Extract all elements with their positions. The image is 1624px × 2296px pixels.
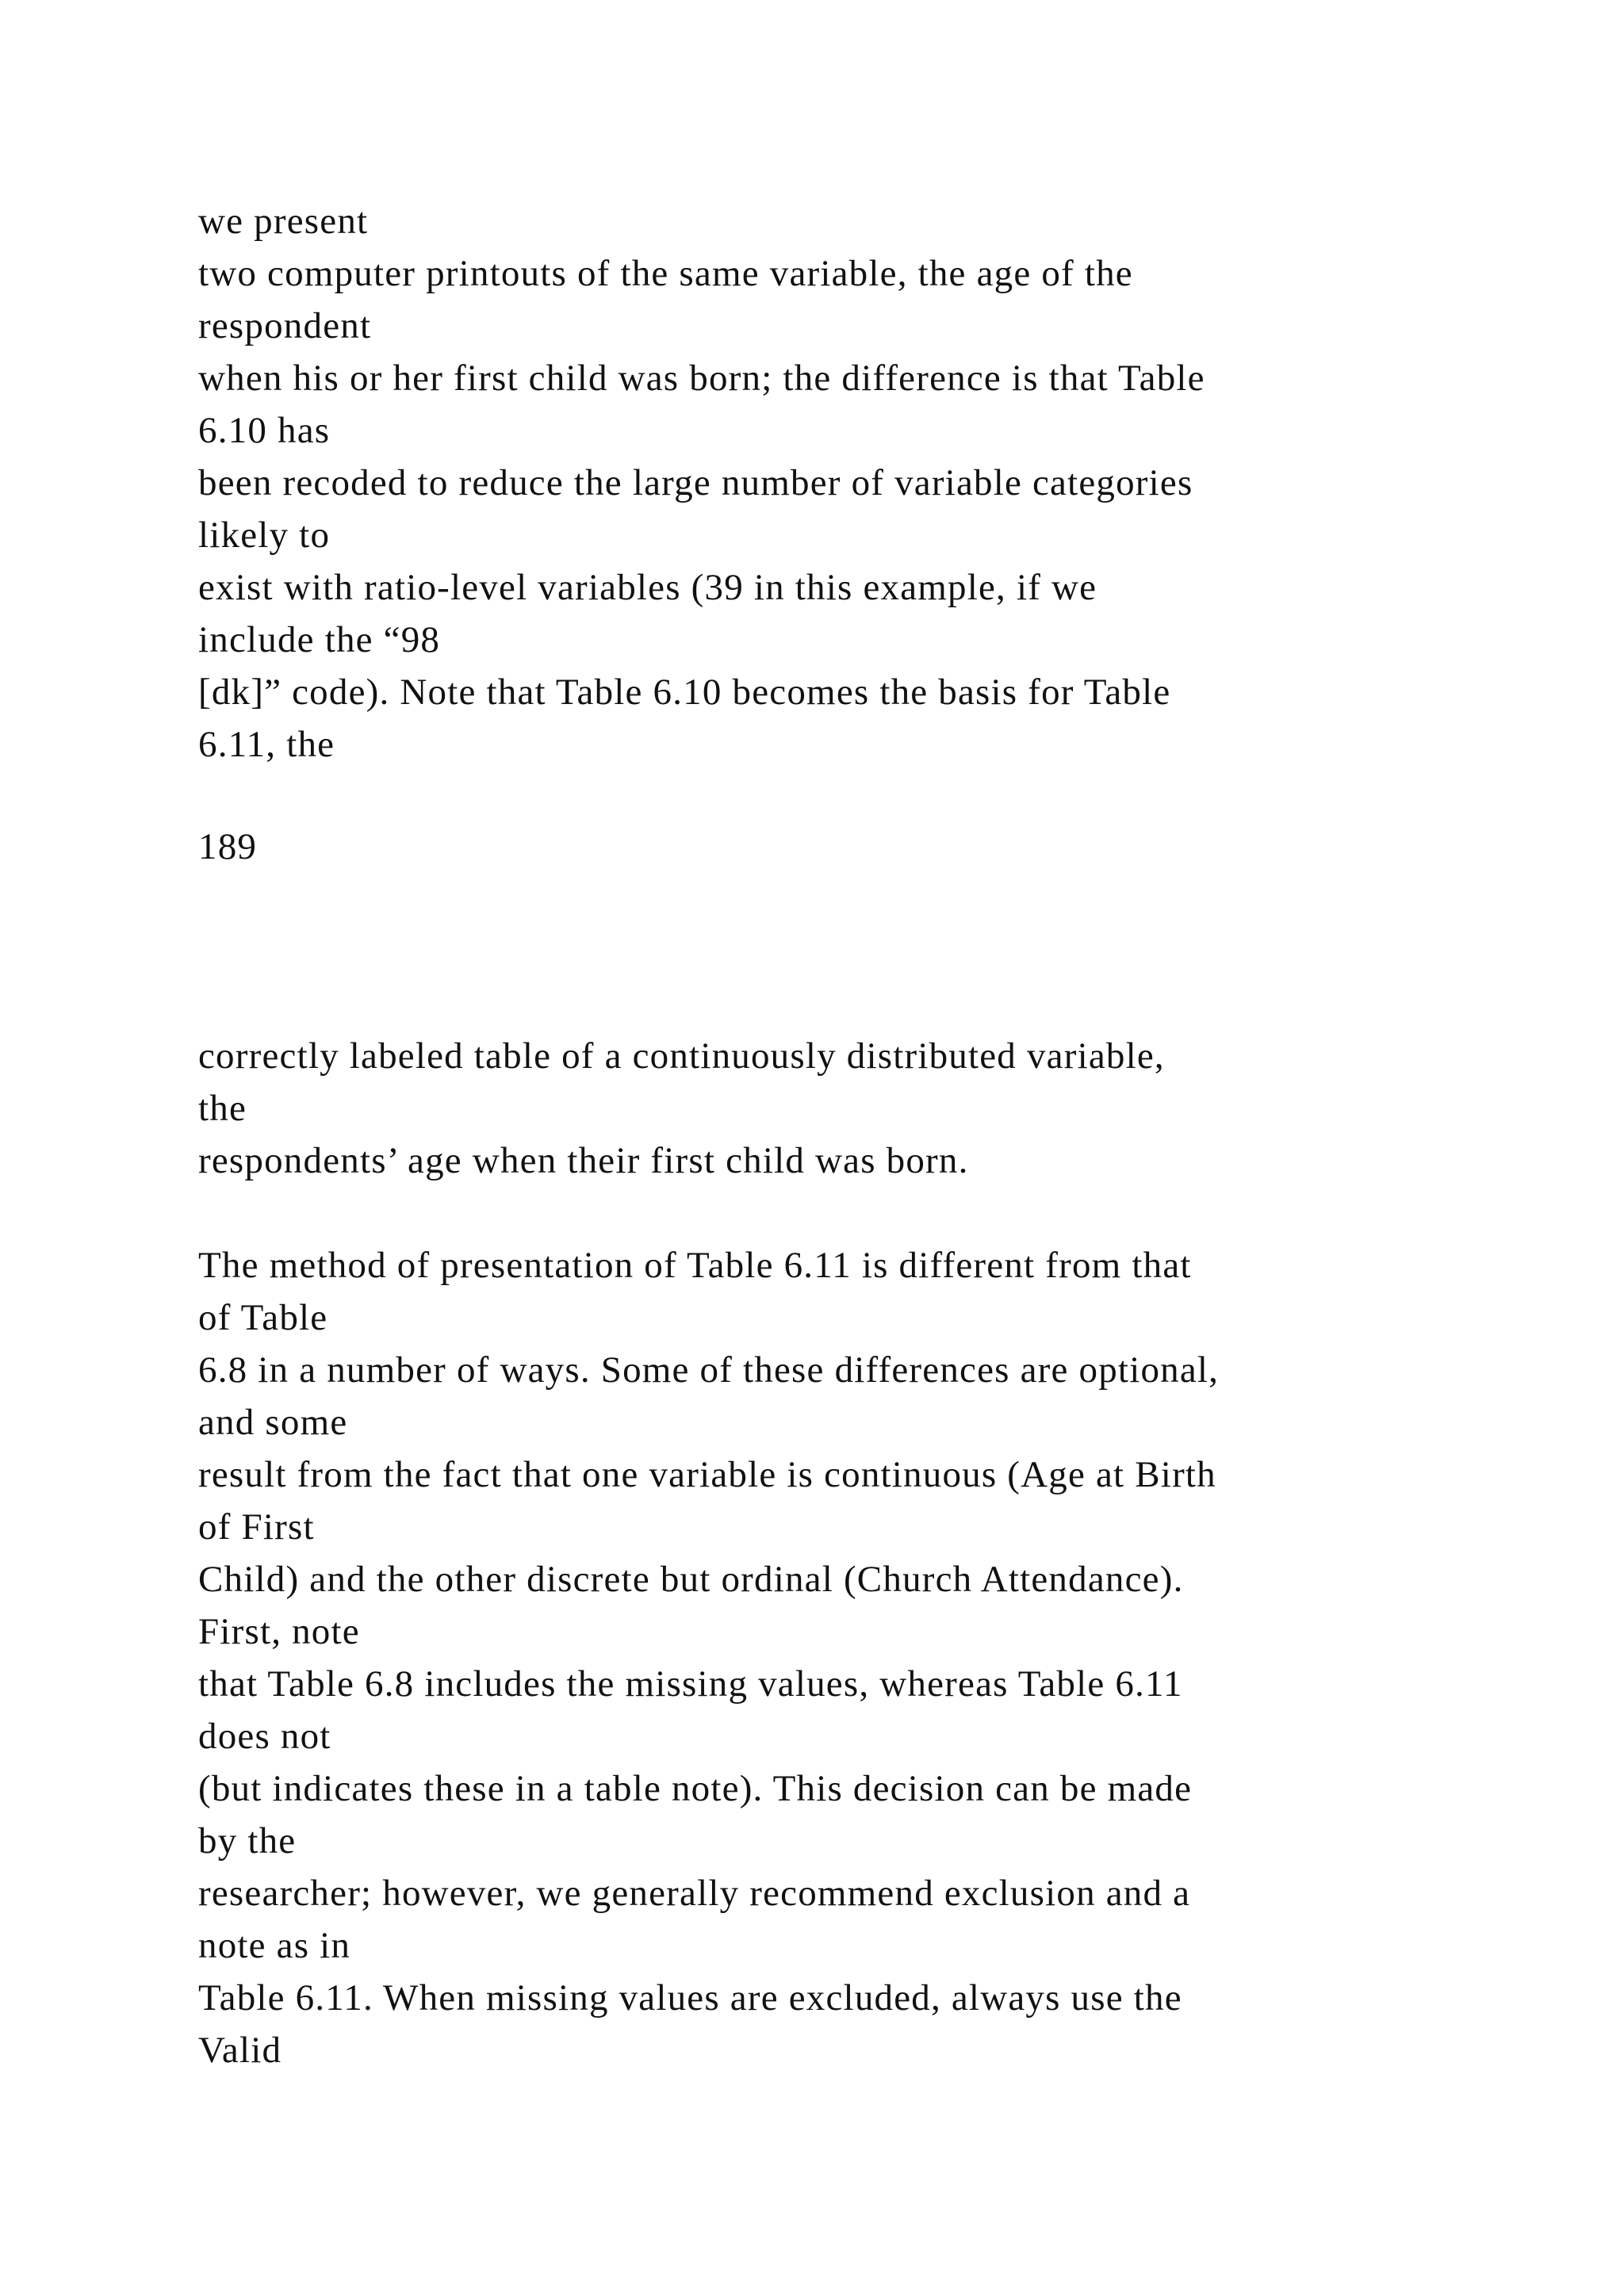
text-line: 6.10 has — [198, 410, 331, 451]
text-line: of First — [198, 1506, 315, 1548]
text-line: by the — [198, 1820, 297, 1862]
text-line: we present — [198, 201, 369, 242]
text-line: [dk]” code). Note that Table 6.10 becomes the basis for Table — [198, 672, 1171, 713]
text-line: respondent — [198, 305, 372, 346]
text-line: Valid — [198, 2030, 282, 2071]
text-line: two computer printouts of the same variable, the age of the — [198, 253, 1133, 294]
text-line: result from the fact that one variable is continuous (Age at Birth — [198, 1454, 1216, 1495]
page-number-text: 189 — [198, 826, 258, 867]
text-line: 6.8 in a number of ways. Some of these differences are optional, — [198, 1349, 1220, 1391]
paragraph-method — [198, 1239, 1507, 2076]
text-line: 6.11, the — [198, 724, 335, 765]
text-line: the — [198, 1088, 247, 1129]
text-line: been recoded to reduce the large number of variable categories — [198, 462, 1193, 503]
text-line: First, note — [198, 1611, 360, 1652]
text-line: exist with ratio-level variables (39 in this example, if we — [198, 567, 1097, 608]
text-line: that Table 6.8 includes the missing values, whereas Table 6.11 — [198, 1663, 1183, 1705]
text-line: and some — [198, 1402, 348, 1443]
page-number — [198, 821, 1507, 873]
text-line: does not — [198, 1716, 331, 1757]
text-line: likely to — [198, 515, 331, 556]
text-line: The method of presentation of Table 6.11 is different from that — [198, 1245, 1192, 1286]
text-line: Child) and the other discrete but ordinal (Church Attendance). — [198, 1559, 1184, 1600]
text-line: respondents’ age when their first child was born. — [198, 1140, 969, 1181]
text-line: Table 6.11. When missing values are excluded, always use the — [198, 1977, 1182, 2019]
text-line: of Table — [198, 1297, 328, 1338]
text-line: when his or her first child was born; the difference is that Table — [198, 358, 1205, 399]
text-line: note as in — [198, 1925, 351, 1966]
text-line: correctly labeled table of a continuously distributed variable, — [198, 1035, 1165, 1077]
text-line: (but indicates these in a table note). This decision can be made — [198, 1768, 1193, 1809]
paragraph-continuation — [198, 1030, 1507, 1187]
text-line: include the “98 — [198, 619, 441, 660]
text-line: researcher; however, we generally recommend exclusion and a — [198, 1873, 1191, 1914]
paragraph-intro — [198, 195, 1507, 771]
